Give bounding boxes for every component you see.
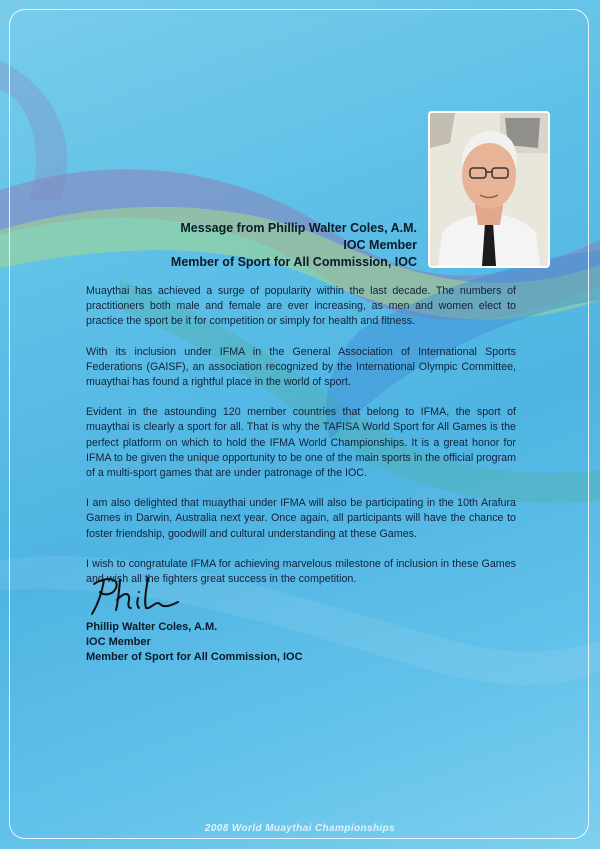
page-footer: 2008 World Muaythai Championships [204, 823, 396, 834]
closing-role: Member of Sport for All Commission, IOC [86, 651, 303, 663]
closing-title: IOC Member [86, 636, 151, 648]
paragraph: With its inclusion under IFMA in the General Association of International Sports Federations (GAISF), an association recognized by the International Olympic Committee, muaythai has found a rightful place in the world of sport. [86, 345, 516, 389]
paragraph: Evident in the astounding 120 member countries that belong to IFMA, the sport of muaythai is clearly a sport for all. That is why the TAFISA World Sport for All Games is the perfect platform on which to hold the IFMA World Championships. It is a great honor for IFMA to be given the unique opportunity to be one of the main sports in the official program of a multi-sport games that are under patronage of the IOC. [86, 406, 516, 480]
paragraph: I wish to congratulate IFMA for achieving marvelous milestone of inclusion in these Games and wish all the fighters great success in the competition. [86, 557, 516, 586]
portrait-image [430, 113, 548, 266]
portrait-photo [428, 111, 550, 268]
message-body [86, 284, 516, 602]
message-heading [171, 220, 417, 271]
paragraph: Muaythai has achieved a surge of popularity within the last decade. The numbers of practitioners both male and female are ever increasing, as men and women elect to practice the sport be it for competition or simply for health and fitness. [86, 285, 516, 328]
closing-name: Phillip Walter Coles, A.M. [86, 621, 218, 633]
heading-line-3: Member of Sport for All Commission, IOC [170, 255, 417, 269]
handwritten-signature [86, 570, 186, 620]
heading-line-2: IOC Member [343, 238, 417, 252]
ribbon-lower [0, 60, 68, 200]
paragraph: I am also delighted that muaythai under IFMA will also be participating in the 10th Arafura Games in Darwin, Australia next year. Once again, all participants will have the chance to foster friendship, goodwill and cultural understanding at these Games. [86, 497, 516, 540]
closing-block [86, 620, 303, 665]
heading-line-1: Message from Phillip Walter Coles, A.M. [180, 221, 417, 235]
